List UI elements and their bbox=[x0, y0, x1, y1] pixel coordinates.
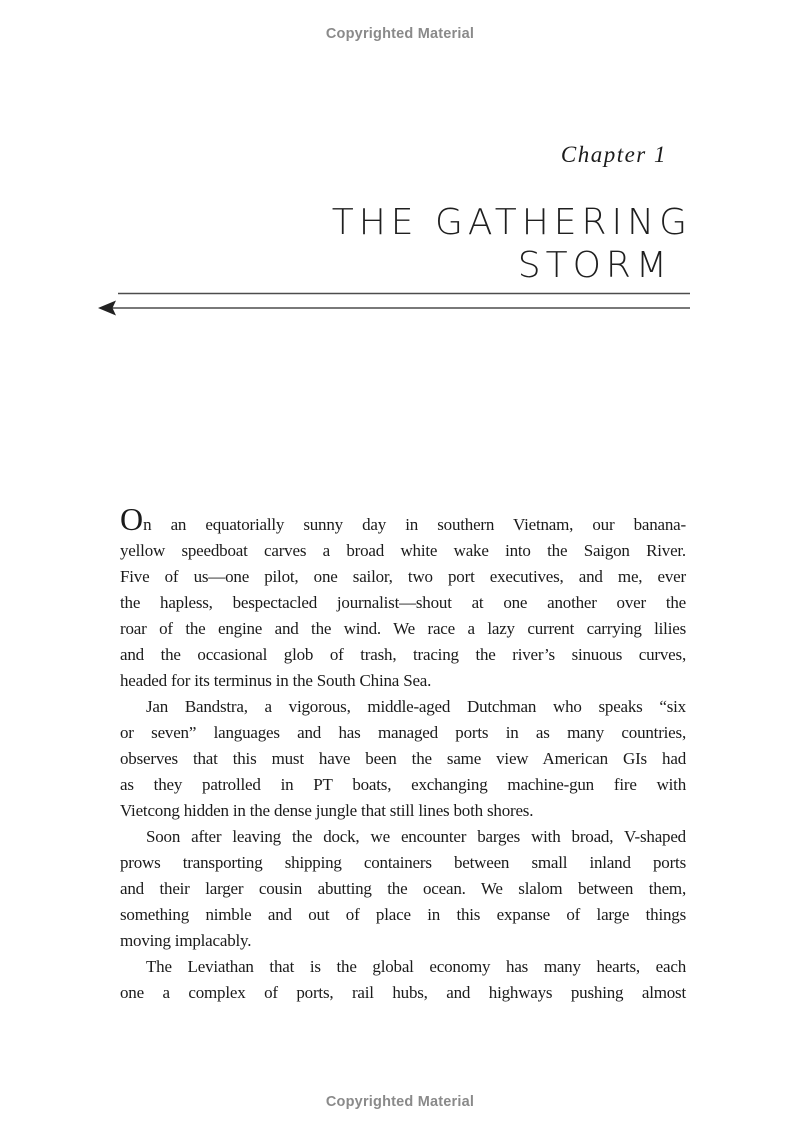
copyright-notice-top: Copyrighted Material bbox=[325, 26, 475, 42]
chapter-title-line2: STORM bbox=[517, 245, 672, 286]
body-line: moving implacably. bbox=[120, 931, 252, 950]
body-line: the hapless, bespectacled journalist—shout at one another over the bbox=[120, 593, 686, 612]
body-line: and the occasional glob of trash, tracing the river’s sinuous curves, bbox=[120, 645, 686, 664]
body-line: Jan Bandstra, a vigorous, middle-aged Dutchman who speaks “six bbox=[146, 697, 686, 716]
body-line: Soon after leaving the dock, we encounter barges with broad, V-shaped bbox=[146, 827, 686, 846]
body-line: Five of us—one pilot, one sailor, two port executives, and me, ever bbox=[120, 567, 686, 586]
body-line: The Leviathan that is the global economy has many hearts, each bbox=[146, 957, 686, 976]
body-line: roar of the engine and the wind. We race a lazy current carrying lilies bbox=[120, 619, 686, 638]
chapter-title-line1: THE GATHERING bbox=[331, 202, 692, 243]
body-line: something nimble and out of place in this expanse of large things bbox=[120, 905, 686, 924]
body-line: observes that this must have been the same view American GIs had bbox=[120, 749, 686, 768]
body-line: or seven” languages and has managed ports in as many countries, bbox=[120, 723, 686, 742]
body-line: yellow speedboat carves a broad white wake into the Saigon River. bbox=[120, 541, 686, 560]
copyright-notice-bottom: Copyrighted Material bbox=[325, 1094, 475, 1110]
body-line: and their larger cousin abutting the ocean. We slalom between them, bbox=[120, 879, 686, 898]
body-text bbox=[120, 501, 686, 1006]
body-line: On an equatorially sunny day in southern Vietnam, our banana- bbox=[120, 501, 686, 537]
raised-initial: O bbox=[120, 501, 144, 537]
body-line: one a complex of ports, rail hubs, and highways pushing almost bbox=[120, 983, 686, 1002]
chapter-title bbox=[331, 201, 692, 287]
chapter-rule-arrow bbox=[96, 286, 692, 318]
body-line: as they patrolled in PT boats, exchanging machine-gun fire with bbox=[120, 775, 686, 794]
body-line: Vietcong hidden in the dense jungle that still lines both shores. bbox=[120, 801, 534, 820]
chapter-label: Chapter 1 bbox=[560, 142, 667, 167]
body-line: prows transporting shipping containers between small inland ports bbox=[120, 853, 686, 872]
body-line: headed for its terminus in the South China Sea. bbox=[120, 671, 432, 690]
